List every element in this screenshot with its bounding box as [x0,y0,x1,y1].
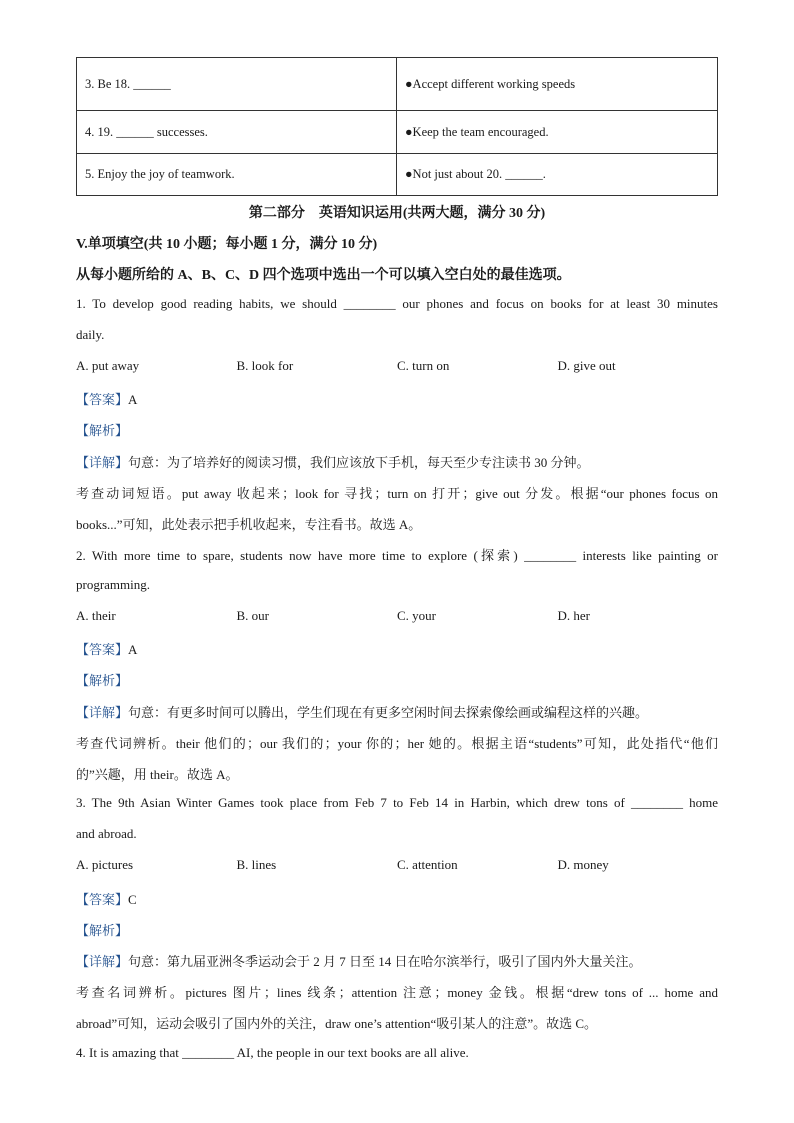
detail-label: 【详解】 [76,455,129,470]
option-b: B. look for [236,358,294,373]
detail-line [76,452,718,471]
explanation-line: 考查代词辨析。their 他们的；our 我们的；your 你的；her 她的。根据主语“students”可知，此处指代“他们 [76,736,718,751]
answer-value: A [128,392,138,407]
table-cell-left: 4. 19. ______ successes. [77,111,397,154]
option-c: C. turn on [397,358,450,373]
question-options [76,358,718,374]
answer-line [76,639,718,658]
detail-text: 句意：有更多时间可以腾出，学生们现在有更多空闲时间去探索像绘画或编程这样的兴趣。 [128,705,649,720]
section-title: V.单项填空(共 10 小题；每小题 1 分，满分 10 分) [76,237,378,252]
question-stem-cont: and abroad. [76,826,137,841]
option-a: A. their [76,608,116,623]
question-stem-cont: daily. [76,327,105,342]
question-options [76,857,718,873]
explanation-line-cont: abroad”可知，运动会吸引了国内外的关注，draw one’s attention“吸引某人的注意”。故选 C。 [76,1016,598,1031]
answer-value: A [128,642,138,657]
explanation-line: 考查动词短语。put away 收起来；look for 寻找；turn on 打开；give out 分发。根据“our phones focus on [76,486,718,501]
detail-text: 句意：为了培养好的阅读习惯，我们应该放下手机，每天至少专注读书 30 分钟。 [128,455,590,470]
summary-table [76,57,718,196]
table-cell-right: ●Accept different working speeds [397,58,718,111]
question-stem: 3. The 9th Asian Winter Games took place from Feb 7 to Feb 14 in Harbin, which drew tons of ________ home [76,795,718,810]
explanation-line: 考查名词辨析。pictures 图片；lines 线条；attention 注意；money 金钱。根据“drew tons of ... home and [76,985,718,1000]
analysis-label: 【解析】 [76,923,129,938]
question-stem-cont: programming. [76,577,151,592]
explanation-line-cont: books...”可知，此处表示把手机收起来，专注看书。故选 A。 [76,517,422,532]
answer-value: C [128,892,137,907]
instruction: 从每小题所给的 A、B、C、D 四个选项中选出一个可以填入空白处的最佳选项。 [76,268,571,283]
option-d: D. money [557,857,609,872]
option-a: A. pictures [76,857,134,872]
detail-label: 【详解】 [76,705,129,720]
option-c: C. attention [397,857,458,872]
detail-line [76,702,718,721]
answer-label: 【答案】 [76,392,129,407]
analysis-label: 【解析】 [76,673,129,688]
option-d: D. give out [557,358,616,373]
part-title: 第二部分 英语知识运用(共两大题，满分 30 分) [248,206,546,221]
option-c: C. your [397,608,436,623]
table-cell-right: ●Keep the team encouraged. [397,111,718,154]
analysis-line [76,920,718,939]
explanation-line-cont: 的”兴趣，用 their。故选 A。 [76,767,239,782]
option-b: B. our [236,608,269,623]
option-a: A. put away [76,358,140,373]
analysis-label: 【解析】 [76,423,129,438]
answer-label: 【答案】 [76,642,129,657]
question-stem: 1. To develop good reading habits, we should ________ our phones and focus on books for at least 30 minutes [76,296,718,311]
answer-line [76,389,718,408]
detail-label: 【详解】 [76,954,129,969]
table-cell-right: ●Not just about 20. ______. [397,154,718,196]
table-row [77,58,718,111]
answer-label: 【答案】 [76,892,129,907]
analysis-line [76,420,718,439]
option-b: B. lines [236,857,277,872]
answer-line [76,889,718,908]
table-row [77,111,718,154]
question-stem: 2. With more time to spare, students now have more time to explore (探索) ________ interests like painting or [76,548,718,563]
analysis-line [76,670,718,689]
option-d: D. her [557,608,590,623]
table-cell-left: 5. Enjoy the joy of teamwork. [77,154,397,196]
detail-text: 句意：第九届亚洲冬季运动会于 2 月 7 日至 14 日在哈尔滨举行，吸引了国内外大量关注。 [128,954,642,969]
question-options [76,608,718,624]
question-stem: 4. It is amazing that ________ AI, the people in our text books are all alive. [76,1045,469,1060]
table-row [77,154,718,196]
detail-line [76,951,718,970]
table-cell-left: 3. Be 18. ______ [77,58,397,111]
